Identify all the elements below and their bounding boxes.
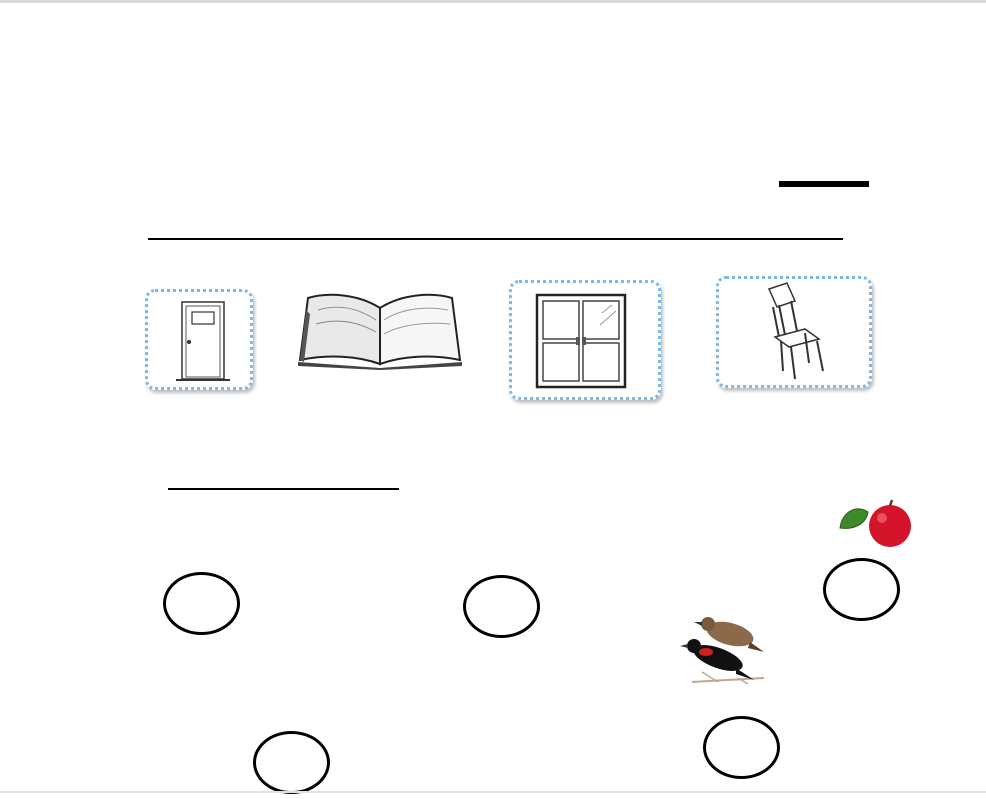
book-icon [298, 290, 462, 370]
window-frame [509, 280, 661, 400]
answer-circle-birds[interactable] [703, 716, 780, 779]
class-label [499, 190, 517, 214]
top-edge-line [0, 0, 986, 3]
bottom-edge-line [0, 791, 986, 793]
answer-circle-apple[interactable] [823, 558, 900, 621]
q2-title-underline [168, 488, 399, 490]
apple-icon [838, 498, 914, 550]
bird-icon [678, 612, 766, 686]
score-line [779, 181, 869, 187]
door-frame [145, 289, 253, 390]
answer-circle-wolves[interactable] [253, 731, 330, 794]
chair-frame [716, 276, 872, 388]
answer-circle-pencils[interactable] [463, 575, 540, 638]
answer-circle-books[interactable] [163, 572, 240, 635]
chair-icon [719, 279, 869, 385]
door-icon [148, 292, 250, 387]
window-icon [512, 283, 658, 397]
header-rule [148, 238, 843, 240]
